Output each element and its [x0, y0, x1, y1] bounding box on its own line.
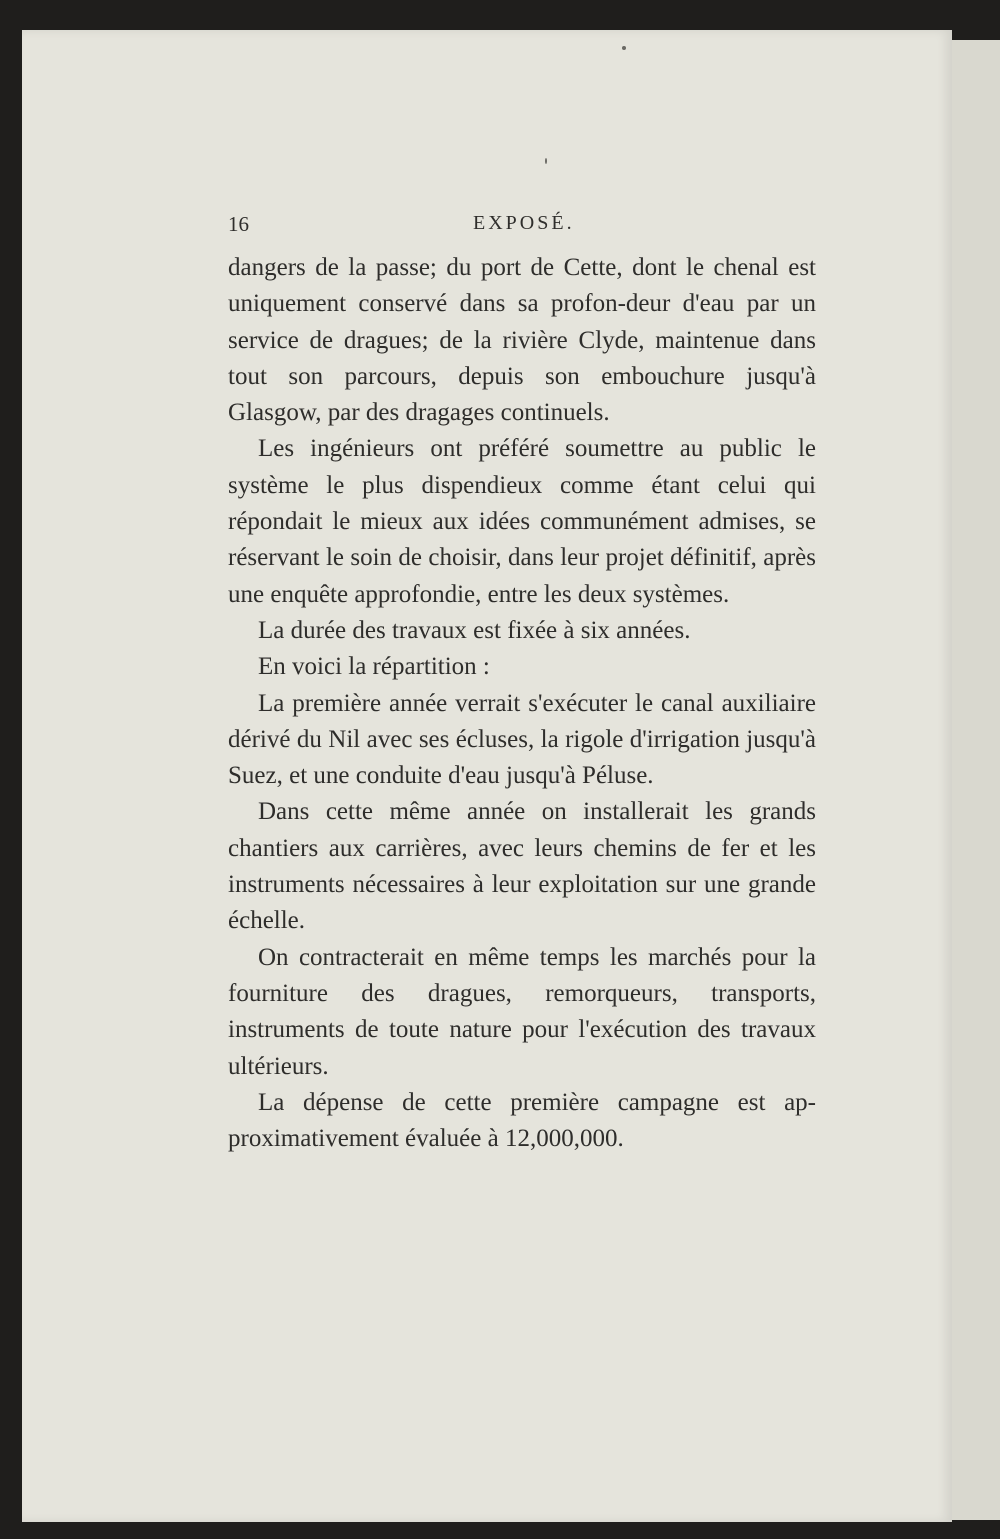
paragraph: La dépense de cette première campagne est ap-proximativement évaluée à 12,000,000.: [228, 1088, 816, 1153]
next-page-edge: [945, 40, 1000, 1520]
body-text: [228, 250, 816, 1157]
page-number: 16: [228, 212, 249, 236]
page-header: [228, 212, 818, 242]
paragraph: En voici la répartition :: [258, 653, 490, 681]
running-title: EXPOSÉ.: [473, 212, 575, 234]
paragraph: Les ingénieurs ont préféré soumettre au public le système le plus dispendieux comme étant celui qui répondait le mieux aux idées communément admises, se réservant le soin de choisir, dans leur projet définitif, après une enquête approfondie, entre les deux systèmes.: [228, 435, 816, 608]
paragraph: dangers de la passe; du port de Cette, dont le chenal est uniquement conservé dans sa profon-deur d'eau par un service de dragues; de la rivière Clyde, maintenue dans tout son parcours, depuis son embouchure jusqu'à Glasgow, par des dragages continuels.: [228, 254, 816, 427]
paragraph: La première année verrait s'exécuter le canal auxiliaire dérivé du Nil avec ses écluses, la rigole d'irrigation jusqu'à Suez, et une conduite d'eau jusqu'à Péluse.: [228, 689, 816, 790]
paragraph: On contracterait en même temps les marchés pour la fourniture des dragues, remorqueurs, transports, instruments de toute nature pour l'exécution des travaux ultérieurs.: [228, 943, 816, 1080]
paragraph: Dans cette même année on installerait les grands chantiers aux carrières, avec leurs chemins de fer et les instruments nécessaires à leur exploitation sur une grande échelle.: [228, 798, 816, 935]
ink-speck: [545, 158, 547, 164]
ink-speck: [622, 46, 626, 50]
paragraph: La durée des travaux est fixée à six années.: [258, 616, 691, 644]
